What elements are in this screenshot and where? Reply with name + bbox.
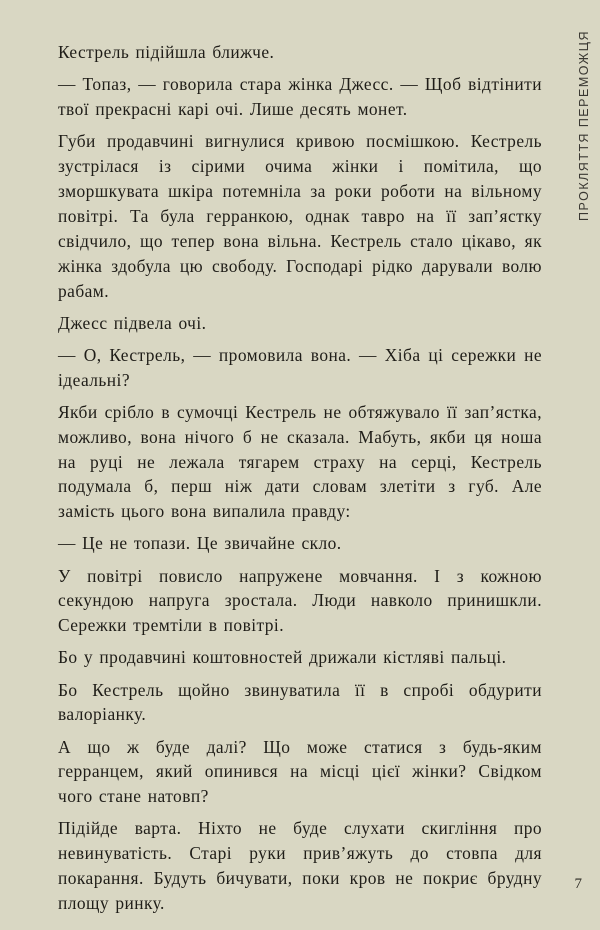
- paragraph: — Топаз, — говорила стара жінка Джесс. — Щоб відтінити твої прекрасні карі очі. Лише десять монет.: [58, 74, 542, 119]
- running-head: [570, 30, 598, 240]
- paragraph: Джесс підвела очі.: [58, 312, 207, 333]
- paragraph: У повітрі повисло напружене мовчання. І з кожною секундою напруга зростала. Люди навколо принишкли. Сережки тремтіли в повітрі.: [58, 565, 542, 636]
- paragraph: Губи продавчині вигнулися кривою посмішкою. Кестрель зустрілася із сірими очима жінки і помітила, що зморшкувата шкіра потемніла за роки роботи на вільному повітрі. Та була герранкою, однак тавро на її зап’ястку свідчило, що тепер вона вільна. Кестрель стало цікаво, як жінка здобула цю свободу. Господарі рідко дарували волю рабам.: [58, 131, 542, 301]
- running-head-text: ПРОКЛЯТТЯ ПЕРЕМОЖЦЯ: [577, 30, 591, 221]
- paragraph: Бо Кестрель щойно звинуватила її в спробі обдурити валоріанку.: [58, 679, 542, 725]
- paragraph: Підійде варта. Ніхто не буде слухати скигління про невинуватість. Старі руки прив’яжуть до стовпа для покарання. Будуть бичувати, поки кров не покриє брудну площу ринку.: [58, 818, 542, 914]
- paragraph: — О, Кестрель, — промовила вона. — Хіба ці сережки не ідеальні?: [58, 344, 542, 390]
- paragraph: — Це не топази. Це звичайне скло.: [58, 533, 342, 554]
- page-body: [58, 40, 542, 923]
- page-number: 7: [574, 876, 582, 892]
- paragraph: Якби срібло в сумочці Кестрель не обтяжувало її зап’ястка, можливо, вона нічого б не сказала. Мабуть, якби ця ноша на руці не лежала тягарем страху на серці, Кестрель подумала б, перш ніж дати словам злетіти з губ. Але замість цього вона випалила правду:: [58, 401, 542, 522]
- paragraph: Кестрель підійшла ближче.: [58, 42, 275, 62]
- paragraph: Бо у продавчині коштовностей дрижали кістляві пальці.: [58, 647, 507, 668]
- paragraph: А що ж буде далі? Що може статися з будь-яким герранцем, який опинився на місці цієї жінки? Свідком чого стане натовп?: [58, 736, 542, 807]
